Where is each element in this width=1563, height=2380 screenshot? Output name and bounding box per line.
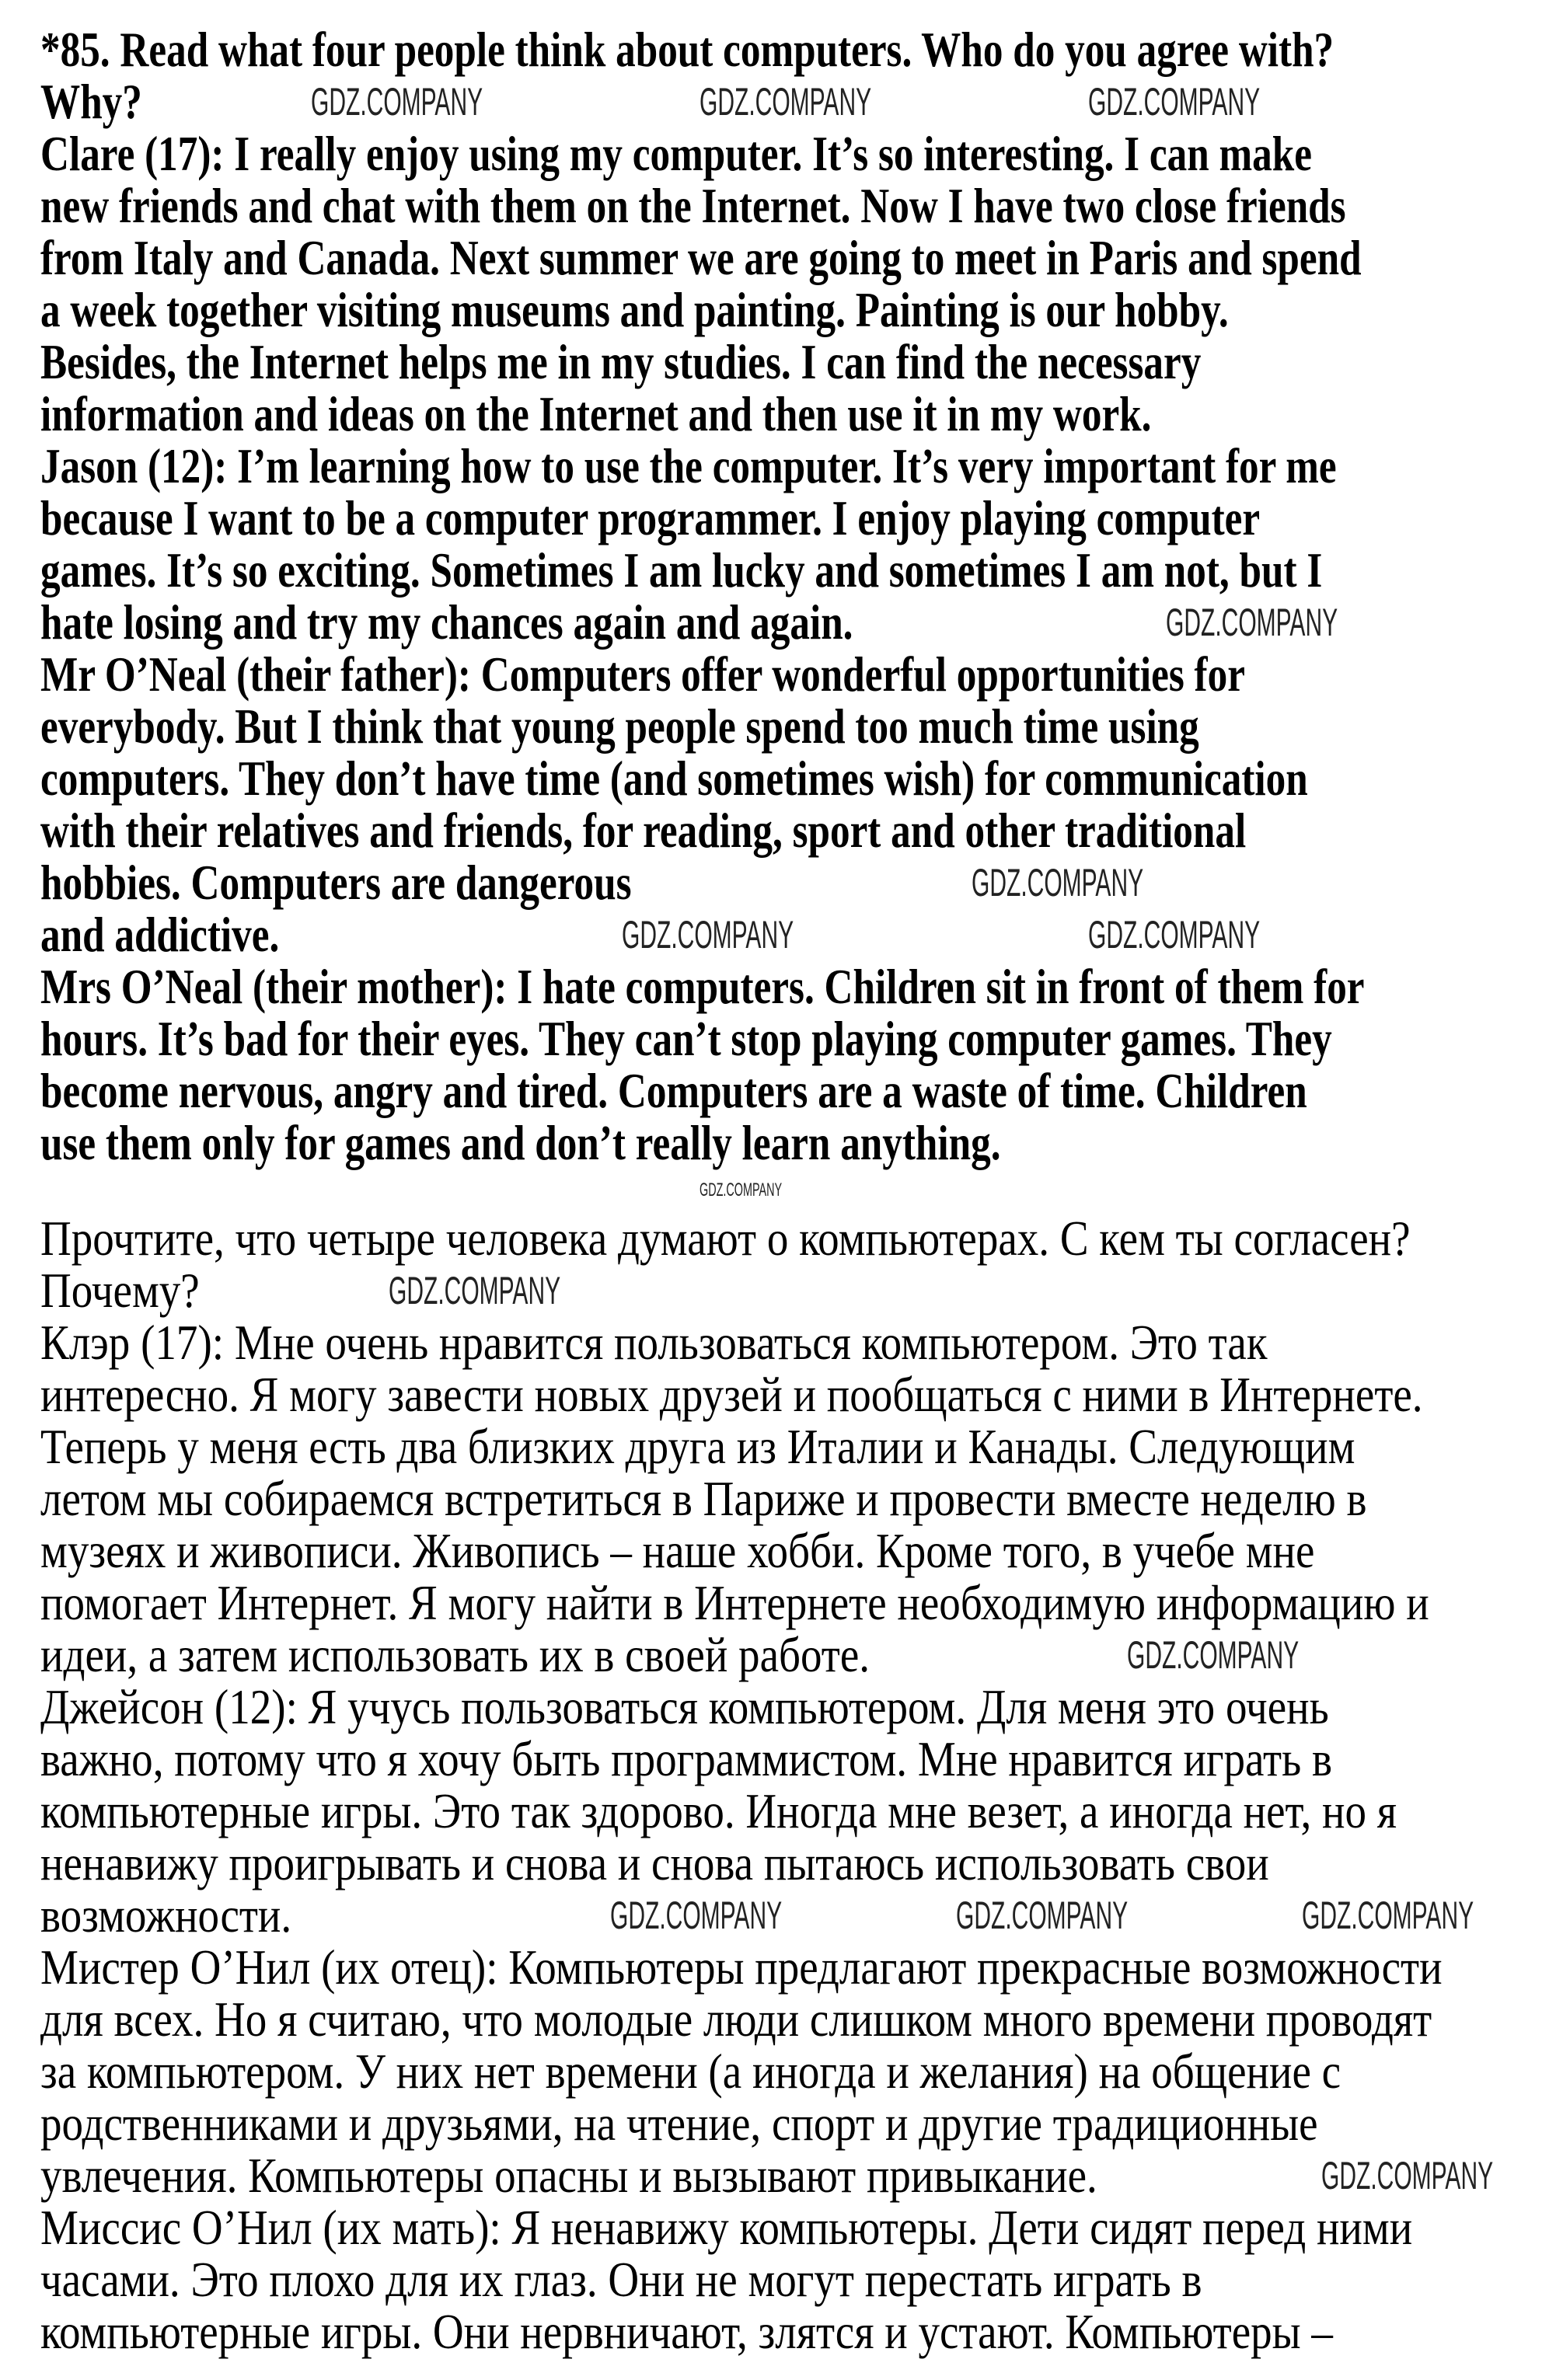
- watermark: GDZ.COMPANY: [1302, 1894, 1474, 1937]
- text-line: интересно. Я могу завести новых друзей и пообщаться с ними в Интернете.: [40, 1367, 1423, 1422]
- text-line: помогает Интернет. Я могу найти в Интернете необходимую информацию и: [40, 1575, 1429, 1630]
- watermark: GDZ.COMPANY: [956, 1894, 1129, 1937]
- watermark: GDZ.COMPANY: [389, 1269, 561, 1312]
- text-line: Mrs O’Neal (their mother): I hate computers. Children sit in front of them for: [40, 959, 1365, 1014]
- text-line: become nervous, angry and tired. Computers are a waste of time. Children: [40, 1063, 1307, 1118]
- text-line: часами. Это плохо для их глаз. Они не могут перестать играть в: [40, 2252, 1202, 2307]
- text-line: hate losing and try my chances again and again.: [40, 594, 853, 650]
- text-line: information and ideas on the Internet and then use it in my work.: [40, 386, 1152, 441]
- text-line: *85. Read what four people think about computers. Who do you agree with?: [40, 22, 1334, 77]
- english-exercise-text: [40, 23, 1563, 1169]
- text-line: летом мы собираемся встретиться в Париже и провести вместе неделю в: [40, 1471, 1367, 1526]
- text-line: важно, потому что я хочу быть программистом. Мне нравится играть в: [40, 1731, 1332, 1786]
- text-line: and addictive.: [40, 907, 280, 962]
- text-line: музеях и живописи. Живопись – наше хобби. Кроме того, в учебе мне: [40, 1523, 1315, 1578]
- text-line: Джейсон (12): Я учусь пользоваться компьютером. Для меня это очень: [40, 1679, 1329, 1734]
- text-line: new friends and chat with them on the Internet. Now I have two close friends: [40, 178, 1346, 233]
- text-line: everybody. But I think that young people spend too much time using: [40, 699, 1199, 754]
- watermark: GDZ.COMPANY: [700, 1180, 783, 1200]
- text-line: увлечения. Компьютеры опасны и вызывают привыкание.: [40, 2148, 1097, 2203]
- text-line: games. It’s so exciting. Sometimes I am lucky and sometimes I am not, but I: [40, 542, 1323, 598]
- watermark: GDZ.COMPANY: [311, 80, 483, 124]
- text-line: Почему?: [40, 1263, 200, 1318]
- text-line: возможности.: [40, 1887, 292, 1943]
- watermark: GDZ.COMPANY: [1321, 2154, 1494, 2197]
- watermark: GDZ.COMPANY: [622, 913, 794, 957]
- text-line: Прочтите, что четыре человека думают о компьютерах. С кем ты согласен?: [40, 1211, 1411, 1266]
- text-line: Jason (12): I’m learning how to use the computer. It’s very important for me: [40, 438, 1337, 493]
- text-line: from Italy and Canada. Next summer we are going to meet in Paris and spend: [40, 230, 1362, 285]
- watermark: GDZ.COMPANY: [1088, 80, 1261, 124]
- watermark: GDZ.COMPANY: [700, 80, 872, 124]
- text-line: Clare (17): I really enjoy using my computer. It’s so interesting. I can make: [40, 126, 1312, 181]
- text-line: Миссис О’Нил (их мать): Я ненавижу компьютеры. Дети сидят перед ними: [40, 2200, 1413, 2255]
- watermark: GDZ.COMPANY: [1127, 1633, 1300, 1677]
- text-line: ненавижу проигрывать и снова и снова пытаюсь использовать свои: [40, 1835, 1269, 1890]
- text-line: Клэр (17): Мне очень нравится пользоваться компьютером. Это так: [40, 1315, 1268, 1370]
- text-line: Mr O’Neal (their father): Computers offer wonderful opportunities for: [40, 646, 1245, 702]
- text-line: родственниками и друзьями, на чтение, спорт и другие традиционные: [40, 2096, 1318, 2151]
- text-line: computers. They don’t have time (and sometimes wish) for communication: [40, 751, 1308, 806]
- text-line: для всех. Но я считаю, что молодые люди слишком много времени проводят: [40, 1991, 1432, 2047]
- watermark: GDZ.COMPANY: [972, 861, 1144, 904]
- text-line: with their relatives and friends, for reading, sport and other traditional: [40, 803, 1247, 858]
- text-line: за компьютером. У них нет времени (а иногда и желания) на общение с: [40, 2044, 1341, 2099]
- text-line: компьютерные игры. Они нервничают, злятся и устают. Компьютеры –: [40, 2304, 1333, 2359]
- text-line: hours. It’s bad for their eyes. They can’t stop playing computer games. They: [40, 1011, 1332, 1066]
- watermark: GDZ.COMPANY: [1166, 601, 1338, 644]
- text-line: Why?: [40, 74, 142, 129]
- text-line: Мистер О’Нил (их отец): Компьютеры предлагают прекрасные возможности: [40, 1939, 1443, 1995]
- text-line: use them only for games and don’t really learn anything.: [40, 1115, 1001, 1170]
- text-line: Besides, the Internet helps me in my studies. I can find the necessary: [40, 334, 1202, 389]
- watermark: GDZ.COMPANY: [1088, 913, 1261, 957]
- text-line: компьютерные игры. Это так здорово. Иногда мне везет, а иногда нет, но я: [40, 1783, 1397, 1838]
- watermark: GDZ.COMPANY: [610, 1894, 783, 1937]
- text-line: Теперь у меня есть два близких друга из Италии и Канады. Следующим: [40, 1419, 1355, 1474]
- text-line: hobbies. Computers are dangerous: [40, 855, 632, 910]
- text-line: a week together visiting museums and painting. Painting is our hobby.: [40, 282, 1229, 337]
- text-line: идеи, а затем использовать их в своей работе.: [40, 1627, 870, 1682]
- text-line: because I want to be a computer programmer. I enjoy playing computer: [40, 490, 1261, 545]
